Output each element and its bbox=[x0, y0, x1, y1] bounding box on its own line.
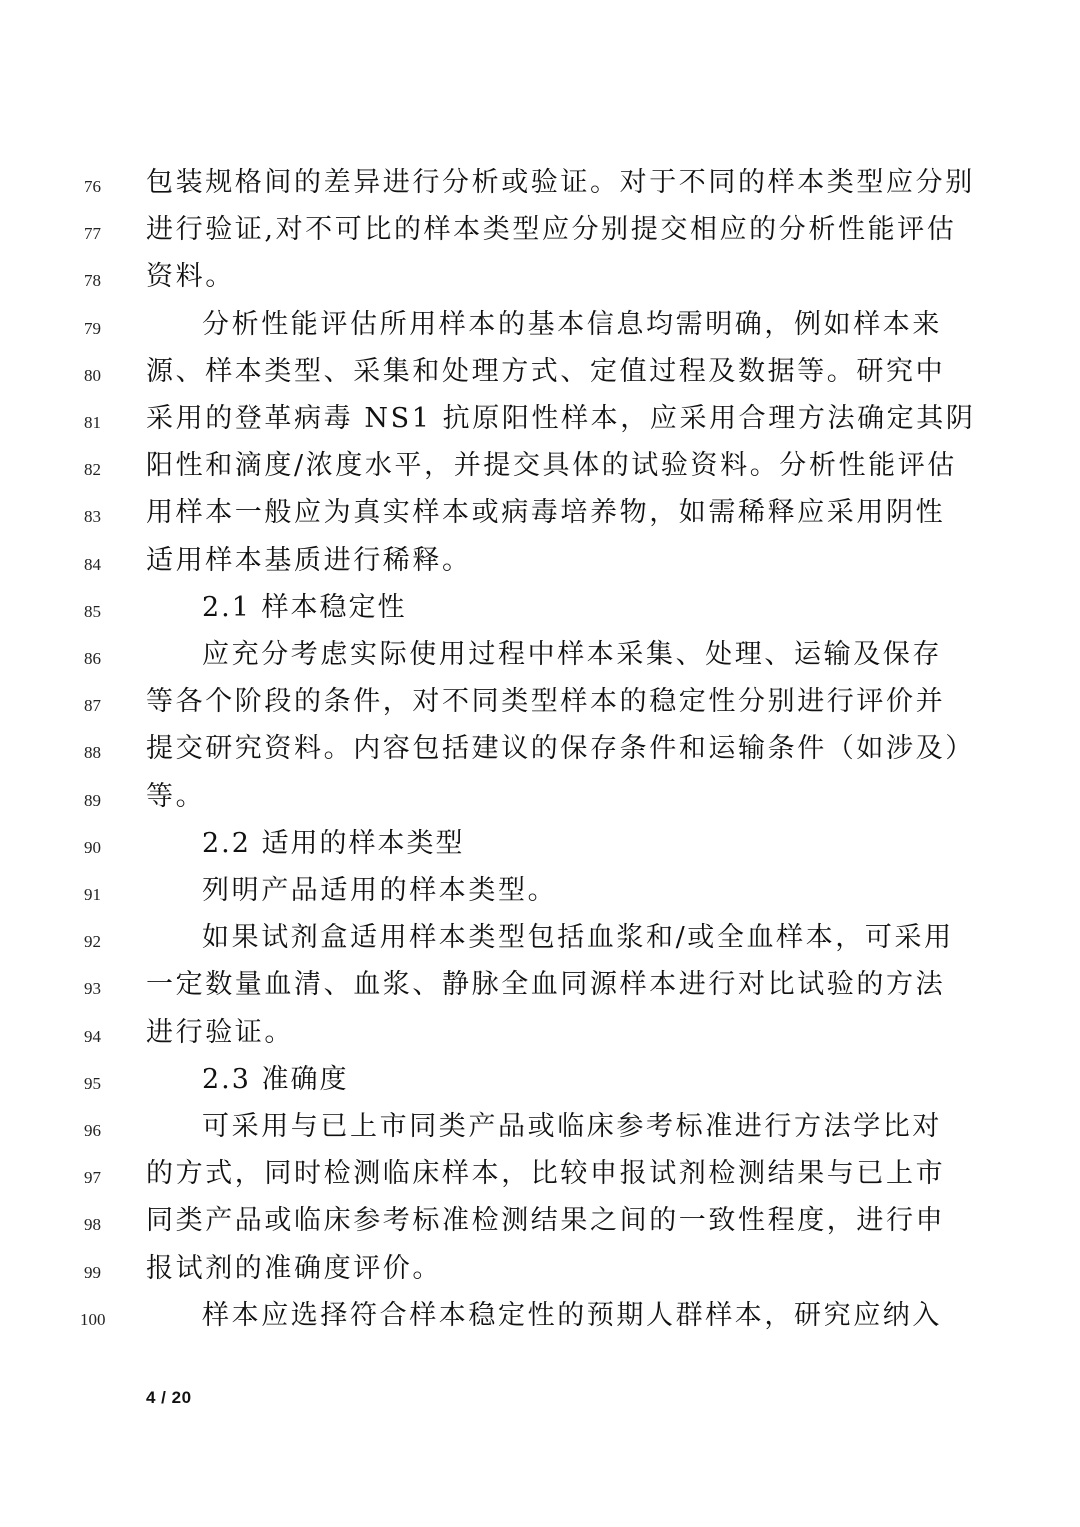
text-line bbox=[0, 352, 1080, 399]
line-text: 同类产品或临床参考标准检测结果之间的一致性程度，进行申 bbox=[146, 1205, 946, 1237]
line-text: 采用的登革病毒 NS1 抗原阳性样本，应采用合理方法确定其阴 bbox=[146, 403, 976, 434]
text-line bbox=[0, 635, 1080, 682]
line-number: 80 bbox=[84, 365, 101, 385]
text-line bbox=[0, 1060, 1080, 1107]
line-text: 分析性能评估所用样本的基本信息均需明确，例如样本来 bbox=[202, 308, 942, 340]
text-line bbox=[0, 1013, 1080, 1060]
text-line bbox=[0, 399, 1080, 446]
line-number: 84 bbox=[84, 554, 101, 574]
line-text: 的方式，同时检测临床样本，比较申报试剂检测结果与已上市 bbox=[146, 1158, 946, 1190]
line-text: 阳性和滴度/浓度水平，并提交具体的试验资料。分析性能评估 bbox=[146, 450, 957, 482]
text-line bbox=[0, 1249, 1080, 1296]
line-number: 82 bbox=[84, 460, 101, 480]
line-number: 97 bbox=[84, 1168, 101, 1188]
text-line bbox=[0, 1107, 1080, 1154]
text-line bbox=[0, 918, 1080, 965]
text-line bbox=[0, 163, 1080, 210]
section-heading: 2.3 准确度 bbox=[202, 1063, 349, 1095]
line-text: 报试剂的准确度评价。 bbox=[146, 1252, 442, 1284]
line-number: 86 bbox=[84, 649, 101, 668]
section-heading: 2.1 样本稳定性 bbox=[202, 591, 407, 623]
section-heading: 2.2 适用的样本类型 bbox=[202, 827, 465, 859]
line-text: 源、样本类型、采集和处理方式、定值过程及数据等。研究中 bbox=[146, 355, 946, 387]
line-number: 92 bbox=[84, 932, 101, 952]
line-text: 包装规格间的差异进行分析或验证。对于不同的样本类型应分别 bbox=[146, 167, 975, 198]
line-number: 99 bbox=[84, 1262, 101, 1282]
text-line bbox=[0, 588, 1080, 635]
line-number: 95 bbox=[84, 1073, 101, 1093]
line-number: 100 bbox=[80, 1309, 106, 1329]
line-number: 76 bbox=[84, 177, 101, 196]
line-number: 81 bbox=[84, 413, 101, 432]
line-text: 应充分考虑实际使用过程中样本采集、处理、运输及保存 bbox=[202, 639, 942, 670]
line-text: 提交研究资料。内容包括建议的保存条件和运输条件（如涉及） bbox=[146, 733, 975, 765]
line-number: 89 bbox=[84, 790, 101, 810]
text-line bbox=[0, 965, 1080, 1012]
text-line bbox=[0, 871, 1080, 918]
text-line bbox=[0, 729, 1080, 776]
line-number: 94 bbox=[84, 1026, 101, 1046]
text-line bbox=[0, 1154, 1080, 1201]
text-line bbox=[0, 777, 1080, 824]
line-text: 可采用与已上市同类产品或临床参考标准进行方法学比对 bbox=[202, 1111, 942, 1142]
page-number: 4 / 20 bbox=[146, 1388, 192, 1407]
line-text: 如果试剂盒适用样本类型包括血浆和/或全血样本，可采用 bbox=[202, 922, 954, 954]
text-line bbox=[0, 305, 1080, 352]
text-line bbox=[0, 1296, 1080, 1343]
line-text: 进行验证。 bbox=[146, 1016, 294, 1048]
text-line bbox=[0, 824, 1080, 871]
line-text: 样本应选择符合样本稳定性的预期人群样本，研究应纳入 bbox=[202, 1299, 942, 1331]
line-number: 96 bbox=[84, 1121, 101, 1140]
line-number: 77 bbox=[84, 224, 101, 244]
line-text: 等各个阶段的条件，对不同类型样本的稳定性分别进行评价并 bbox=[146, 686, 946, 718]
line-text: 资料。 bbox=[146, 261, 235, 293]
line-number: 78 bbox=[84, 271, 101, 291]
text-line bbox=[0, 541, 1080, 588]
line-number: 88 bbox=[84, 743, 101, 763]
line-text: 列明产品适用的样本类型。 bbox=[202, 875, 558, 906]
line-number: 85 bbox=[84, 601, 101, 621]
line-text: 进行验证,对不可比的样本类型应分别提交相应的分析性能评估 bbox=[146, 214, 957, 246]
text-line bbox=[0, 446, 1080, 493]
line-number: 87 bbox=[84, 696, 101, 716]
line-number: 83 bbox=[84, 507, 101, 527]
line-number: 98 bbox=[84, 1215, 101, 1235]
line-number: 93 bbox=[84, 979, 101, 999]
text-line bbox=[0, 682, 1080, 729]
line-text: 用样本一般应为真实样本或病毒培养物，如需稀释应采用阴性 bbox=[146, 497, 946, 529]
line-number: 90 bbox=[84, 837, 101, 857]
line-text: 等。 bbox=[146, 780, 206, 812]
text-line bbox=[0, 210, 1080, 257]
line-number: 79 bbox=[84, 318, 101, 338]
line-number: 91 bbox=[84, 885, 101, 904]
text-line bbox=[0, 257, 1080, 304]
text-line bbox=[0, 493, 1080, 540]
text-line bbox=[0, 1201, 1080, 1248]
line-text: 适用样本基质进行稀释。 bbox=[146, 544, 472, 576]
line-text: 一定数量血清、血浆、静脉全血同源样本进行对比试验的方法 bbox=[146, 969, 946, 1001]
